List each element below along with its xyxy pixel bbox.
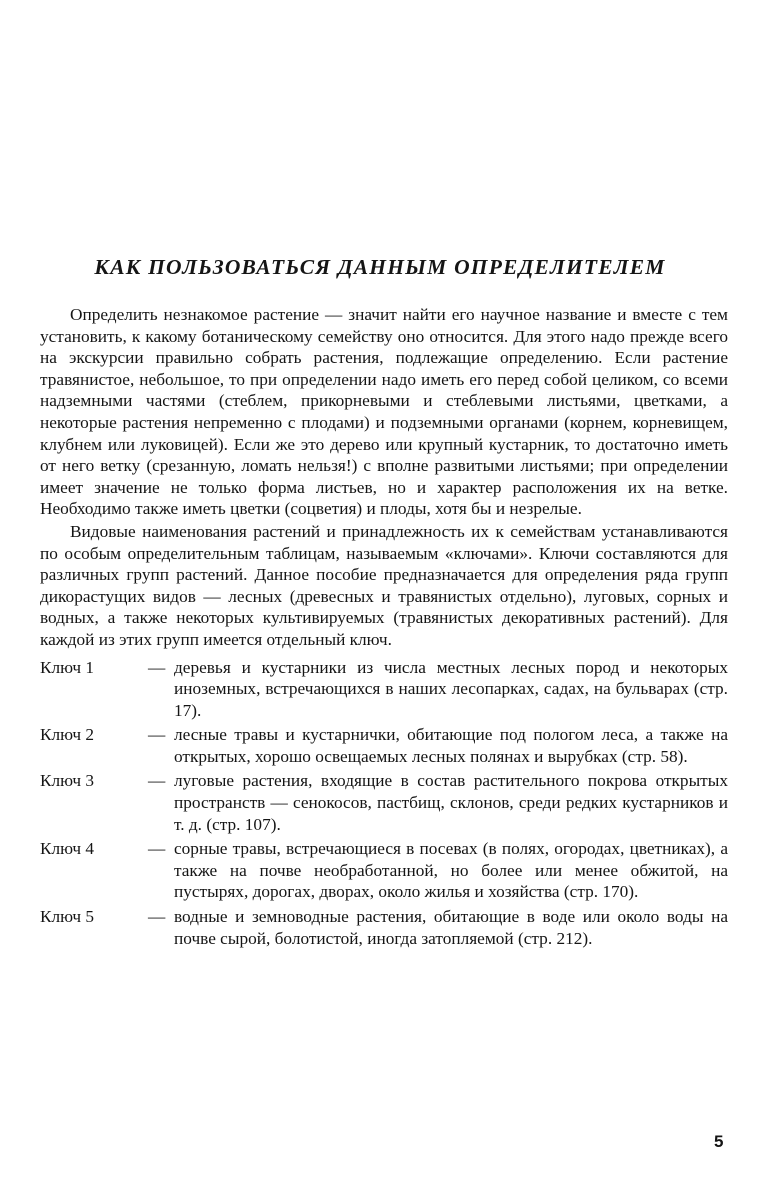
- key-label: Ключ 5: [40, 907, 95, 927]
- page-number: 5: [714, 1132, 724, 1151]
- key-label: Ключ 1: [40, 657, 95, 677]
- paragraph-keys-description: Видовые наименования растений и принадлежность их к семействам устанавливаются по особым определительным таблицам, называемым «ключами». Ключи составляются для различных групп растений. Данное пособие предназначается для определения ряда групп дикорастущих видов — лесных (древесных и травянистых отдельно), луговых, сорных и водных, а также некоторых культивируемых (травянистых декоративных растений). Для каждой из этих групп имеется отдельный ключ.: [40, 521, 728, 649]
- key-label: Ключ 2: [40, 725, 95, 745]
- list-item-key-2: [40, 724, 728, 767]
- page-body: [40, 304, 728, 952]
- list-item-key-5: [40, 906, 728, 949]
- keys-list: [40, 657, 728, 950]
- page-title: КАК ПОЛЬЗОВАТЬСЯ ДАННЫМ ОПРЕДЕЛИТЕЛЕМ: [94, 255, 666, 279]
- paragraph-intro: Определить незнакомое растение — значит найти его научное название и вместе с тем установить, к какому ботаническому семейству оно относится. Для этого надо прежде всего на экскурсии правильно собрать растения, подлежащие определению. Если растение травянистое, небольшое, то при определении надо иметь его перед собой целиком, со всеми надземными частями (стеблем, прикорневыми и стеблевыми листьями, цветками, а некоторые растения непременно с плодами) и подземными органами (корнем, корневищем, клубнем или луковицей). Если же это дерево или крупный кустарник, то достаточно иметь от него ветку (срезанную, ломать нельзя!) с вполне развитыми листьями; при определении имеет значение не только форма листьев, но и характер расположения их на ветке. Необходимо также иметь цветки (соцветия) и плоды, хотя бы и незрелые.: [40, 305, 728, 519]
- key-description: луговые растения, входящие в состав растительного покрова открытых пространств — сенокосов, пастбищ, склонов, среди редких кустарников и т. д. (стр. 107).: [174, 771, 728, 834]
- key-dash: —: [148, 725, 166, 745]
- key-dash: —: [148, 839, 166, 859]
- key-description: водные и земноводные растения, обитающие в воде или около воды на почве сырой, болотистой, иногда затопляемой (стр. 212).: [174, 907, 728, 948]
- key-label: Ключ 3: [40, 771, 95, 791]
- key-dash: —: [148, 907, 166, 927]
- key-description: лесные травы и кустарнички, обитающие под пологом леса, а также на открытых, хорошо освещаемых лесных полянах и вырубках (стр. 58).: [174, 725, 728, 766]
- key-label: Ключ 4: [40, 839, 95, 859]
- list-item-key-4: [40, 838, 728, 903]
- key-description: деревья и кустарники из числа местных лесных пород и некоторых иноземных, встречающихся в наших лесопарках, садах, на бульварах (стр. 17).: [174, 657, 728, 720]
- list-item-key-3: [40, 770, 728, 835]
- key-dash: —: [148, 657, 166, 677]
- list-item-key-1: [40, 657, 728, 722]
- key-dash: —: [148, 771, 166, 791]
- key-description: сорные травы, встречающиеся в посевах (в полях, огородах, цветниках), а также на почве необработанной, но более или менее обжитой, на пустырях, дорогах, дворах, около жилья и хозяйства (стр. 170).: [174, 839, 728, 902]
